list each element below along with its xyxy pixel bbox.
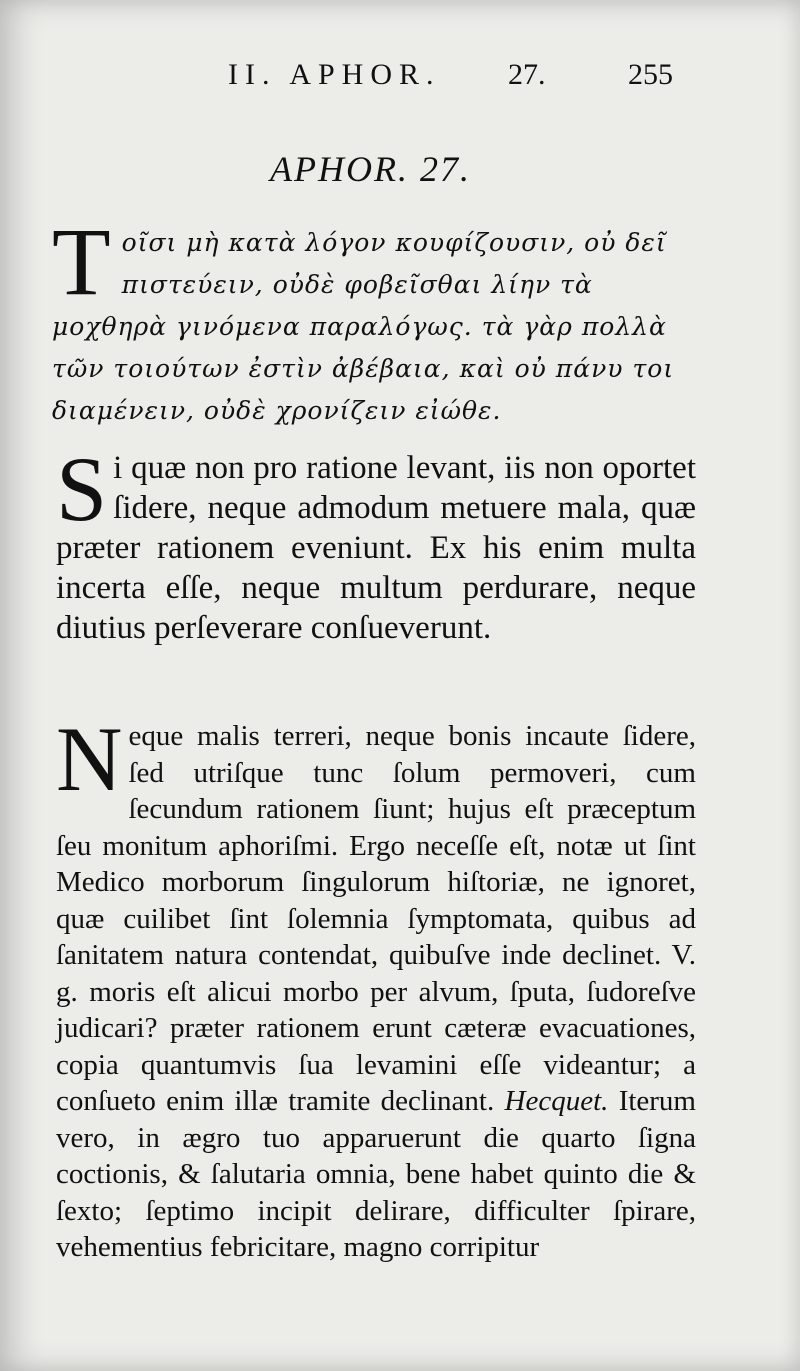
running-head — [0, 58, 800, 98]
commentary-text-2: Iterum vero, in ægro tuo apparuerunt die quarto ſigna coctionis, & ſalutaria omnia, bene habet quinto die & ſexto; ſeptimo incipit delirare, difficulter ſpirare, vehementius febricitare, magno corripitur — [56, 1085, 696, 1263]
running-head-title: II. APHOR. — [228, 58, 441, 91]
page-number: 255 — [628, 58, 673, 91]
commentary-text-1: eque malis terreri, neque bonis incaute ſidere, ſed utriſque tunc ſolum permoveri, cum ſecundum rationem ſiunt; hujus eſt præceptum ſeu monitum aphoriſmi. Ergo neceſſe eſt, notæ ut ſint Medico morborum ſingulorum hiſtoriæ, ne ignoret, quæ cuilibet ſint ſolemnia ſymptomata, quibus ad ſanitatem natura contendat, quibuſve inde declinet. V. g. moris eſt alicui morbo per alvum, ſputa, ſudoreſve judicari? præter rationem erunt cæteræ evacuationes, copia quantumvis ſua levamini eſſe videantur; a conſueto enim illæ tramite declinant. — [56, 720, 696, 1117]
greek-text: οῖσι μὴ κατὰ λόγον κουφίζουσιν, οὐ δεῖ πιστεύειν, οὐδὲ φοβεῖσθαι λίην τὰ μοχθηρὰ γινόμενα παραλόγως. τὰ γὰρ πολλὰ τῶν τοιούτων ἐστὶν ἀβέβαια, καὶ οὐ πάνυ τοι διαμένειν, οὐδὲ χρονίζειν εἰώθε. — [52, 228, 675, 425]
latin-text: i quæ non pro ratione levant, iis non oportet ſidere, neque admodum metuere mala, quæ præter rationem eveniunt. Ex his enim multa incerta eſſe, neque multum perdurare, neque diutius perſeverare conſueverunt. — [56, 450, 696, 646]
commentary-author: Hecquet. — [504, 1085, 609, 1117]
commentary-paragraph — [56, 708, 696, 1266]
commentary-drop-cap: N — [56, 708, 123, 810]
aphorism-title: APHOR. 27. — [270, 149, 471, 189]
greek-text-block — [52, 208, 702, 432]
latin-translation — [56, 438, 696, 648]
latin-drop-cap: S — [56, 438, 108, 540]
greek-drop-cap: T — [52, 208, 112, 315]
running-head-number: 27. — [508, 58, 546, 91]
